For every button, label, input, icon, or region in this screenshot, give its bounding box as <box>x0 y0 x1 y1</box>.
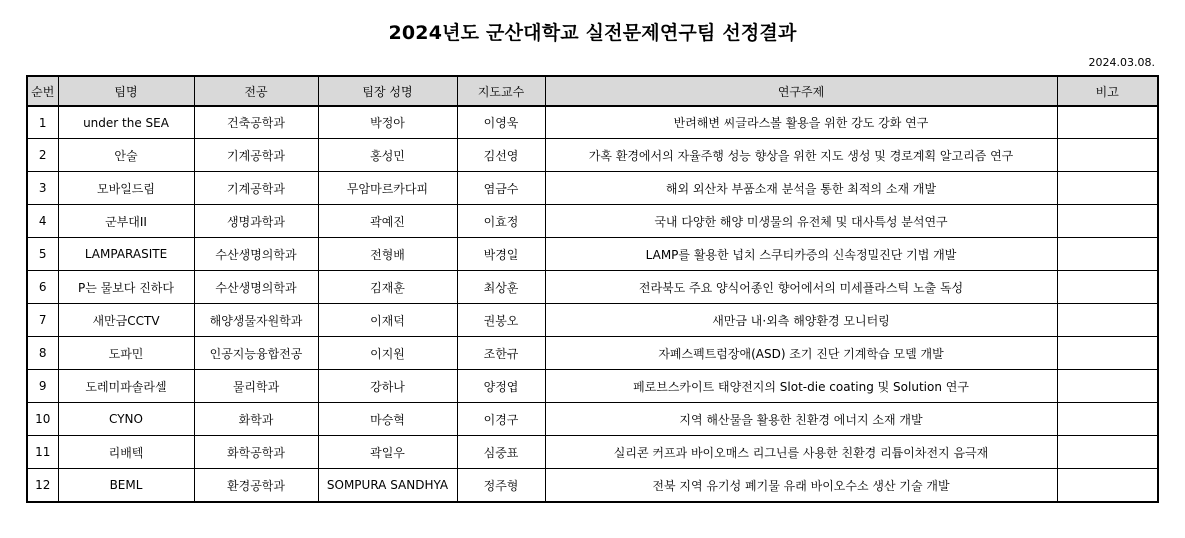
cell-team: 리배텍 <box>58 436 194 469</box>
table-row <box>27 469 1158 503</box>
cell-note <box>1057 337 1158 370</box>
cell-note <box>1057 436 1158 469</box>
cell-leader: 곽일우 <box>318 436 457 469</box>
cell-topic: LAMP를 활용한 넙치 스쿠티카증의 신속정밀진단 기법 개발 <box>545 238 1057 271</box>
page-title: 2024년도 군산대학교 실전문제연구팀 선정결과 <box>388 22 797 44</box>
cell-no: 10 <box>27 403 58 436</box>
cell-leader: 전형배 <box>318 238 457 271</box>
cell-no: 7 <box>27 304 58 337</box>
cell-leader: 강하나 <box>318 370 457 403</box>
cell-note <box>1057 106 1158 139</box>
cell-note <box>1057 469 1158 503</box>
cell-major: 해양생물자원학과 <box>194 304 318 337</box>
cell-note <box>1057 271 1158 304</box>
cell-topic: 자폐스펙트럼장애(ASD) 조기 진단 기계학습 모델 개발 <box>545 337 1057 370</box>
cell-major: 건축공학과 <box>194 106 318 139</box>
selection-results-table <box>26 75 1159 503</box>
cell-team: 도파민 <box>58 337 194 370</box>
cell-leader: 마승혁 <box>318 403 457 436</box>
cell-note <box>1057 370 1158 403</box>
cell-no: 4 <box>27 205 58 238</box>
cell-advisor: 조한규 <box>457 337 545 370</box>
table-row <box>27 139 1158 172</box>
cell-advisor: 최상훈 <box>457 271 545 304</box>
cell-team: LAMPARASITE <box>58 238 194 271</box>
cell-note <box>1057 238 1158 271</box>
cell-advisor: 이효정 <box>457 205 545 238</box>
cell-team: BEML <box>58 469 194 503</box>
cell-major: 인공지능융합전공 <box>194 337 318 370</box>
cell-advisor: 김선영 <box>457 139 545 172</box>
table-row <box>27 271 1158 304</box>
cell-team: CYNO <box>58 403 194 436</box>
header-advisor: 지도교수 <box>457 76 545 106</box>
cell-note <box>1057 205 1158 238</box>
cell-topic: 전라북도 주요 양식어종인 향어에서의 미세플라스틱 노출 독성 <box>545 271 1057 304</box>
cell-advisor: 양정엽 <box>457 370 545 403</box>
document-date: 2024.03.08. <box>1088 56 1155 69</box>
header-no: 순번 <box>27 76 58 106</box>
cell-topic: 실리콘 커프과 바이오매스 리그닌를 사용한 친환경 리튬이차전지 음극재 <box>545 436 1057 469</box>
cell-team: P는 물보다 진하다 <box>58 271 194 304</box>
cell-leader: 이재덕 <box>318 304 457 337</box>
table-row <box>27 238 1158 271</box>
cell-leader: 김재훈 <box>318 271 457 304</box>
cell-team: 새만금CCTV <box>58 304 194 337</box>
cell-topic: 해외 외산차 부품소재 분석을 통한 최적의 소재 개발 <box>545 172 1057 205</box>
cell-topic: 국내 다양한 해양 미생물의 유전체 및 대사특성 분석연구 <box>545 205 1057 238</box>
cell-major: 기계공학과 <box>194 139 318 172</box>
cell-advisor: 권봉오 <box>457 304 545 337</box>
cell-major: 수산생명의학과 <box>194 271 318 304</box>
cell-leader: 홍성민 <box>318 139 457 172</box>
cell-major: 수산생명의학과 <box>194 238 318 271</box>
cell-no: 5 <box>27 238 58 271</box>
cell-no: 2 <box>27 139 58 172</box>
cell-no: 12 <box>27 469 58 503</box>
cell-no: 9 <box>27 370 58 403</box>
header-leader: 팀장 성명 <box>318 76 457 106</box>
table-row <box>27 370 1158 403</box>
cell-major: 환경공학과 <box>194 469 318 503</box>
cell-topic: 지역 해산물을 활용한 친환경 에너지 소재 개발 <box>545 403 1057 436</box>
cell-advisor: 박경일 <box>457 238 545 271</box>
cell-major: 화학공학과 <box>194 436 318 469</box>
cell-team: 군부대II <box>58 205 194 238</box>
cell-topic: 새만금 내·외측 해양환경 모니터링 <box>545 304 1057 337</box>
cell-topic: 전북 지역 유기성 폐기물 유래 바이오수소 생산 기술 개발 <box>545 469 1057 503</box>
cell-note <box>1057 172 1158 205</box>
cell-no: 11 <box>27 436 58 469</box>
cell-no: 1 <box>27 106 58 139</box>
cell-leader: SOMPURA SANDHYA <box>318 469 457 503</box>
header-major: 전공 <box>194 76 318 106</box>
cell-team: 안술 <box>58 139 194 172</box>
header-topic: 연구주제 <box>545 76 1057 106</box>
cell-advisor: 심중표 <box>457 436 545 469</box>
cell-leader: 무암마르카다피 <box>318 172 457 205</box>
cell-major: 생명과학과 <box>194 205 318 238</box>
table-row <box>27 436 1158 469</box>
table-row <box>27 205 1158 238</box>
cell-no: 3 <box>27 172 58 205</box>
cell-major: 화학과 <box>194 403 318 436</box>
cell-team: under the SEA <box>58 106 194 139</box>
cell-advisor: 이영욱 <box>457 106 545 139</box>
table-row <box>27 337 1158 370</box>
table-row <box>27 304 1158 337</box>
cell-no: 6 <box>27 271 58 304</box>
cell-leader: 박정아 <box>318 106 457 139</box>
cell-leader: 곽예진 <box>318 205 457 238</box>
header-note: 비고 <box>1057 76 1158 106</box>
cell-note <box>1057 139 1158 172</box>
cell-leader: 이지원 <box>318 337 457 370</box>
table-row <box>27 106 1158 139</box>
cell-advisor: 정주형 <box>457 469 545 503</box>
cell-team: 모바일드림 <box>58 172 194 205</box>
table-row <box>27 172 1158 205</box>
cell-major: 물리학과 <box>194 370 318 403</box>
cell-advisor: 이경구 <box>457 403 545 436</box>
cell-topic: 가혹 환경에서의 자율주행 성능 향상을 위한 지도 생성 및 경로계획 알고리즘 연구 <box>545 139 1057 172</box>
table-header-row <box>27 76 1158 106</box>
cell-note <box>1057 403 1158 436</box>
cell-no: 8 <box>27 337 58 370</box>
cell-topic: 반려해변 씨글라스볼 활용을 위한 강도 강화 연구 <box>545 106 1057 139</box>
cell-advisor: 염금수 <box>457 172 545 205</box>
header-team: 팀명 <box>58 76 194 106</box>
cell-topic: 페로브스카이트 태양전지의 Slot-die coating 및 Solution 연구 <box>545 370 1057 403</box>
cell-major: 기계공학과 <box>194 172 318 205</box>
cell-note <box>1057 304 1158 337</box>
table-row <box>27 403 1158 436</box>
cell-team: 도레미파솔라셀 <box>58 370 194 403</box>
